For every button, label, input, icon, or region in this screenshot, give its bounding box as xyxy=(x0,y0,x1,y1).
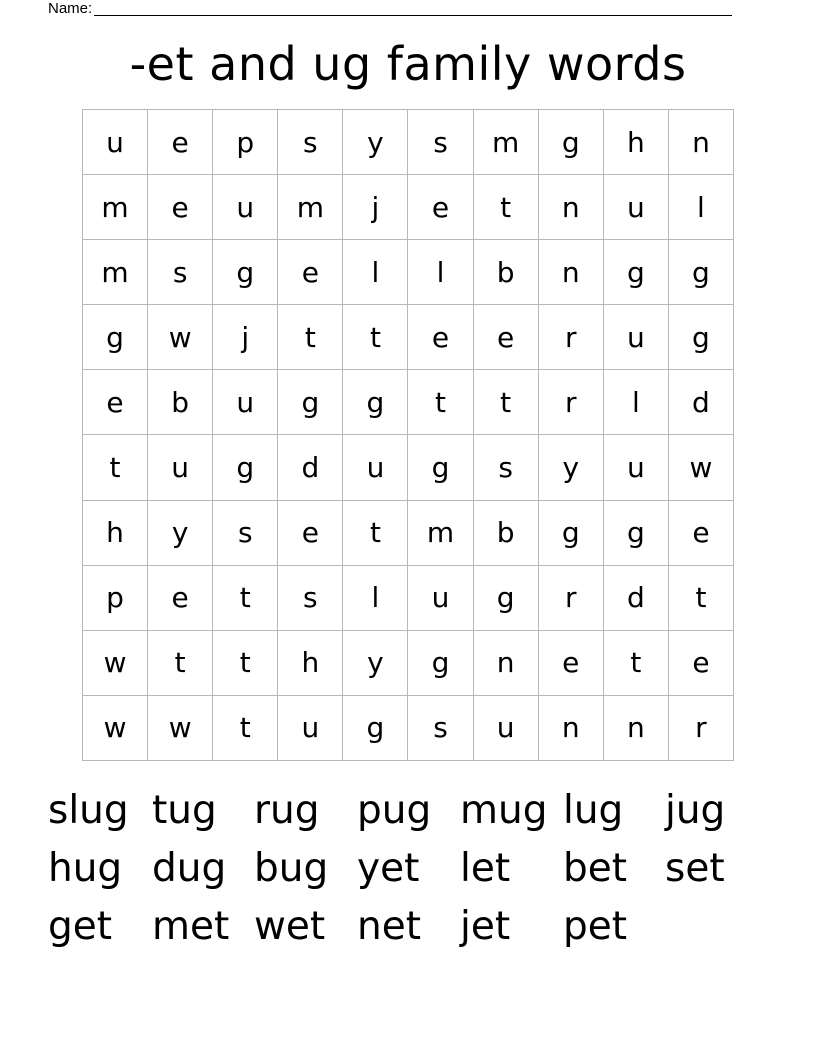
grid-cell[interactable]: s xyxy=(474,435,539,500)
grid-cell[interactable]: e xyxy=(669,631,734,696)
grid-cell[interactable]: u xyxy=(213,175,278,240)
word-bank-item: dug xyxy=(152,846,227,891)
grid-cell[interactable]: t xyxy=(343,305,408,370)
grid-cell[interactable]: w xyxy=(148,305,213,370)
grid-cell[interactable]: s xyxy=(213,501,278,566)
grid-cell[interactable]: e xyxy=(408,305,473,370)
grid-cell[interactable]: w xyxy=(83,696,148,761)
word-bank-item: pug xyxy=(357,788,432,833)
grid-cell[interactable]: g xyxy=(343,696,408,761)
grid-cell[interactable]: g xyxy=(83,305,148,370)
word-bank-item: yet xyxy=(357,846,420,891)
grid-cell[interactable]: p xyxy=(213,110,278,175)
grid-cell[interactable]: u xyxy=(474,696,539,761)
grid-cell[interactable]: b xyxy=(474,501,539,566)
grid-cell[interactable]: t xyxy=(213,566,278,631)
grid-cell[interactable]: e xyxy=(148,175,213,240)
word-bank-item: tug xyxy=(152,788,217,833)
word-bank-item: bug xyxy=(254,846,329,891)
grid-cell[interactable]: u xyxy=(278,696,343,761)
grid-cell[interactable]: j xyxy=(343,175,408,240)
grid-cell[interactable]: n xyxy=(604,696,669,761)
word-search-grid xyxy=(82,109,734,761)
word-bank-item: net xyxy=(357,904,422,949)
word-bank xyxy=(48,782,768,956)
grid-cell[interactable]: b xyxy=(148,370,213,435)
grid-cell[interactable]: r xyxy=(539,305,604,370)
grid-cell[interactable]: u xyxy=(604,305,669,370)
grid-cell[interactable]: e xyxy=(148,566,213,631)
grid-cell[interactable]: p xyxy=(83,566,148,631)
grid-cell[interactable]: u xyxy=(408,566,473,631)
grid-cell[interactable]: d xyxy=(604,566,669,631)
grid-cell[interactable]: e xyxy=(278,501,343,566)
grid-cell[interactable]: t xyxy=(213,631,278,696)
grid-cell[interactable]: m xyxy=(278,175,343,240)
grid-cell[interactable]: g xyxy=(213,435,278,500)
grid-cell[interactable]: r xyxy=(539,566,604,631)
grid-cell[interactable]: y xyxy=(539,435,604,500)
grid-cell[interactable]: y xyxy=(343,110,408,175)
word-bank-item: bet xyxy=(563,846,628,891)
grid-cell[interactable]: m xyxy=(408,501,473,566)
grid-cell[interactable]: g xyxy=(343,370,408,435)
grid-cell[interactable]: g xyxy=(278,370,343,435)
grid-cell[interactable]: s xyxy=(408,696,473,761)
grid-cell[interactable]: w xyxy=(148,696,213,761)
grid-cell[interactable]: u xyxy=(604,175,669,240)
grid-cell[interactable]: r xyxy=(539,370,604,435)
grid-cell[interactable]: m xyxy=(83,175,148,240)
grid-cell[interactable]: g xyxy=(408,631,473,696)
grid-cell[interactable]: g xyxy=(408,435,473,500)
page-title: -et and ug family words xyxy=(129,37,687,91)
grid-cell[interactable]: h xyxy=(604,110,669,175)
grid-cell[interactable]: u xyxy=(148,435,213,500)
word-bank-item: met xyxy=(152,904,230,949)
name-field[interactable] xyxy=(48,0,748,20)
grid-cell[interactable]: w xyxy=(83,631,148,696)
grid-cell[interactable]: n xyxy=(539,175,604,240)
grid-cell[interactable]: n xyxy=(474,631,539,696)
grid-cell[interactable]: g xyxy=(669,305,734,370)
grid-cell[interactable]: m xyxy=(474,110,539,175)
grid-cell[interactable]: t xyxy=(83,435,148,500)
grid-cell[interactable]: s xyxy=(148,240,213,305)
grid-cell[interactable]: l xyxy=(343,240,408,305)
grid-cell[interactable]: g xyxy=(539,501,604,566)
grid-cell[interactable]: t xyxy=(278,305,343,370)
grid-cell[interactable]: t xyxy=(148,631,213,696)
grid-cell[interactable]: u xyxy=(604,435,669,500)
grid-cell[interactable]: h xyxy=(83,501,148,566)
grid-cell[interactable]: j xyxy=(213,305,278,370)
grid-cell[interactable]: e xyxy=(539,631,604,696)
grid-cell[interactable]: l xyxy=(408,240,473,305)
grid-cell[interactable]: g xyxy=(213,240,278,305)
grid-cell[interactable]: t xyxy=(408,370,473,435)
word-bank-item: rug xyxy=(254,788,320,833)
grid-cell[interactable]: e xyxy=(474,305,539,370)
grid-cell[interactable]: e xyxy=(148,110,213,175)
grid-cell[interactable]: g xyxy=(474,566,539,631)
grid-cell[interactable]: l xyxy=(604,370,669,435)
word-bank-item: lug xyxy=(563,788,624,833)
word-bank-item: wet xyxy=(254,904,326,949)
grid-cell[interactable]: t xyxy=(213,696,278,761)
word-bank-item: set xyxy=(665,846,725,891)
word-bank-item: mug xyxy=(460,788,548,833)
word-bank-item: hug xyxy=(48,846,123,891)
word-bank-item: jet xyxy=(460,904,511,949)
grid-cell[interactable]: t xyxy=(474,370,539,435)
grid-cell[interactable]: g xyxy=(604,501,669,566)
grid-cell[interactable]: t xyxy=(343,501,408,566)
grid-cell[interactable]: l xyxy=(343,566,408,631)
word-bank-item: let xyxy=(460,846,511,891)
grid-cell[interactable]: s xyxy=(278,566,343,631)
grid-cell[interactable]: e xyxy=(408,175,473,240)
word-bank-item: get xyxy=(48,904,113,949)
grid-cell[interactable]: g xyxy=(604,240,669,305)
grid-cell[interactable]: u xyxy=(343,435,408,500)
grid-cell[interactable]: w xyxy=(669,435,734,500)
grid-cell[interactable]: s xyxy=(408,110,473,175)
grid-cell[interactable]: t xyxy=(669,566,734,631)
grid-cell[interactable]: n xyxy=(539,696,604,761)
grid-cell[interactable]: y xyxy=(148,501,213,566)
grid-cell[interactable]: u xyxy=(83,110,148,175)
grid-cell[interactable]: e xyxy=(278,240,343,305)
grid-cell[interactable]: d xyxy=(278,435,343,500)
grid-cell[interactable]: y xyxy=(343,631,408,696)
grid-cell[interactable]: e xyxy=(83,370,148,435)
grid-cell[interactable]: s xyxy=(278,110,343,175)
grid-cell[interactable]: u xyxy=(213,370,278,435)
grid-cell[interactable]: t xyxy=(604,631,669,696)
grid-cell[interactable]: d xyxy=(669,370,734,435)
grid-cell[interactable]: n xyxy=(669,110,734,175)
word-bank-item: pet xyxy=(563,904,628,949)
grid-cell[interactable]: b xyxy=(474,240,539,305)
grid-cell[interactable]: l xyxy=(669,175,734,240)
grid-cell[interactable]: g xyxy=(669,240,734,305)
name-underline[interactable] xyxy=(94,0,732,16)
grid-cell[interactable]: e xyxy=(669,501,734,566)
grid-cell[interactable]: t xyxy=(474,175,539,240)
name-label: Name: xyxy=(48,0,93,17)
grid-cell[interactable]: g xyxy=(539,110,604,175)
word-bank-item: slug xyxy=(48,788,129,833)
grid-cell[interactable]: n xyxy=(539,240,604,305)
grid-cell[interactable]: r xyxy=(669,696,734,761)
grid-cell[interactable]: m xyxy=(83,240,148,305)
grid-cell[interactable]: h xyxy=(278,631,343,696)
word-bank-item: jug xyxy=(665,788,726,833)
